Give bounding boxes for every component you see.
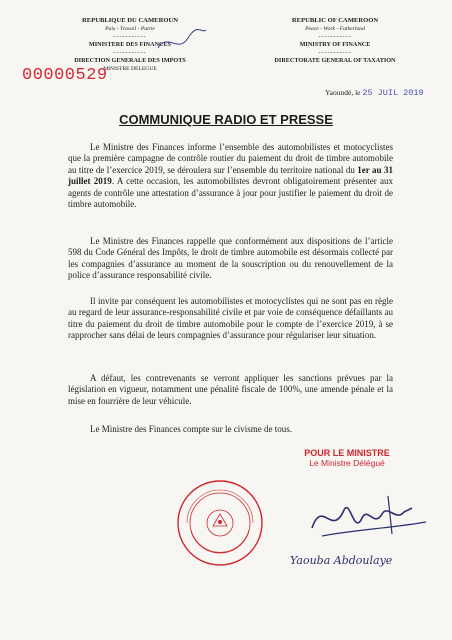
paragraph-3-text: Il invite par conséquent les automobilistes et motocyclistes qui ne sont pas en règle au regard de leur assurance-responsabilité civile et par voie de conséquence défaillants au titre du paiement du droit de timbre automobile pour le compte de l’exercice 2019, à se rapprocher sans délai de leurs compagnies d’assurance pour régulariser leur situation. xyxy=(68,296,393,341)
official-seal-icon xyxy=(175,478,265,568)
header-left-separator: ----------- xyxy=(113,34,147,40)
signer-name: Yaouba Abdoulaye xyxy=(290,554,393,567)
signature-title: POUR LE MINISTRE xyxy=(304,448,390,458)
page-title: COMMUNIQUE RADIO ET PRESSE xyxy=(119,112,333,127)
header-left-separator-2: ----------- xyxy=(113,50,147,56)
header-left-sub: MINISTRE DELEGUE xyxy=(103,66,157,72)
header-left-directorate: DIRECTION GENERALE DES IMPOTS xyxy=(74,57,186,64)
paragraph-5-text: Le Ministre des Finances compte sur le civisme de tous. xyxy=(90,424,292,434)
paragraph-1-dates: 1er au 31 juillet 2019 xyxy=(68,164,393,187)
signature-subtitle: Le Ministre Délégué xyxy=(309,458,385,468)
date-stamp: 25 JUIL 2019 xyxy=(362,88,424,98)
paragraph-4 xyxy=(68,373,393,407)
paragraph-2 xyxy=(68,236,393,282)
header-left-ministry: MINISTERE DES FINANCES xyxy=(88,41,172,48)
serial-number: 00000529 xyxy=(22,66,108,85)
header-right-separator-2: ----------- xyxy=(318,50,352,56)
handwritten-signature xyxy=(292,488,432,558)
header-right-directorate: DIRECTORATE GENERAL OF TAXATION xyxy=(274,57,396,64)
header-left-motto: Paix - Travail - Patrie xyxy=(105,26,155,32)
paragraph-5 xyxy=(68,424,393,435)
paragraph-1-part-b: . A cette occasion, les automobilistes devront obligatoirement présenter aux agents de contrôle une attestation d’assurance à jour pour justifier le paiement du droit de timbre automobile. xyxy=(68,176,393,210)
handwritten-mark xyxy=(150,28,210,56)
place-label: Yaoundé, le xyxy=(325,88,361,97)
paragraph-1 xyxy=(68,142,393,210)
paragraph-4-text: A défaut, les contrevenants se verront appliquer les sanctions prévues par la législation en vigueur, notamment une pénalité fiscale de 100%, une amende pénale et la mise en fourrière de leur véhicule. xyxy=(68,373,393,406)
paragraph-1-part-a: Le Ministre des Finances informe l’ensemble des automobilistes et motocyclistes que la première campagne de contrôle routier du paiement du droit de timbre automobile au titre de l’exercice 2019, se déroulera sur l’ensemble du territoire national du xyxy=(68,142,393,175)
signature-block xyxy=(282,448,412,468)
header-left-country: REPUBLIQUE DU CAMEROUN xyxy=(82,17,178,24)
header-right-separator: ----------- xyxy=(318,34,352,40)
place-date xyxy=(325,88,424,98)
header-right-ministry: MINISTRY OF FINANCE xyxy=(299,41,371,48)
header-right xyxy=(265,17,405,65)
paragraph-2-text: Le Ministre des Finances rappelle que conformément aux dispositions de l’article 598 du Code Général des Impôts, le droit de timbre automobile est désormais collecté par les compagnies d’assurance au moment de la souscription ou du renouvellement de la police d’assurance responsabilité civile. xyxy=(68,236,393,281)
header-right-country: REPUBLIC OF CAMEROON xyxy=(291,17,379,24)
paragraph-3 xyxy=(68,296,393,342)
header-right-motto: Peace - Work - Fatherland xyxy=(305,26,365,32)
